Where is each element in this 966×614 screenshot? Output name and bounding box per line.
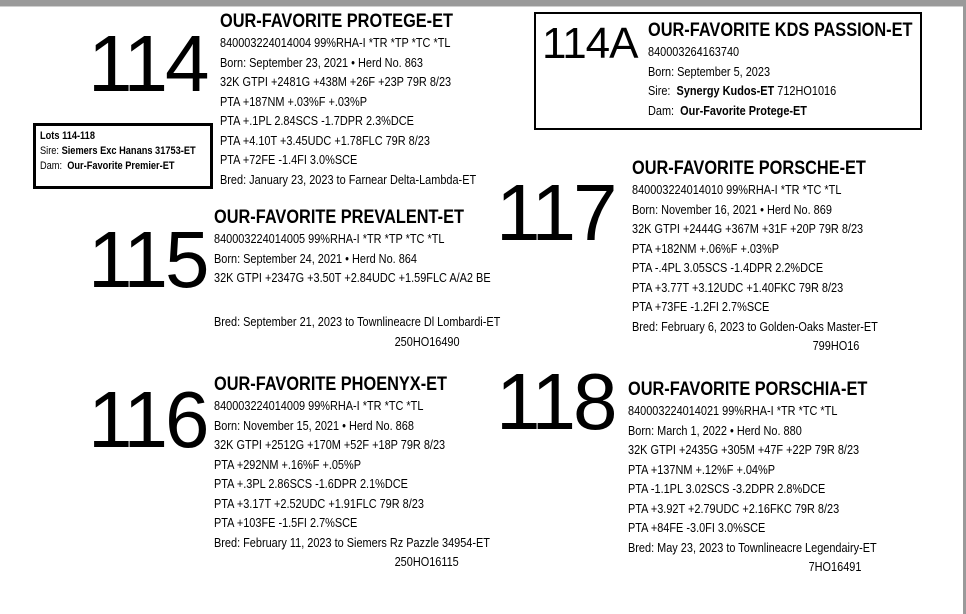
lot-117-line: Bred: February 6, 2023 to Golden-Oaks Master-ET [632,318,878,334]
lot-114-name: OUR-FAVORITE PROTEGE-ET [220,11,454,32]
lot-114a-dam [648,101,906,121]
lot-114a-born: Born: September 5, 2023 [648,63,771,79]
sire-label: Sire: [40,145,60,157]
lot-114a-dam-name: Our-Favorite Protege-ET [680,102,807,118]
lot-number-114a: 114A [542,19,638,68]
lot-116-line: PTA +3.17T +2.52UDC +1.91FLC 79R 8/23 [214,495,424,511]
dam-label: Dam: [40,160,63,172]
lot-118-entry [628,379,924,577]
lot-number-117: 117 [496,168,615,257]
lot-114a-sire-name: Synergy Kudos-ET [676,83,775,98]
lots-sire-name: Siemers Exc Hanans 31753-ET [61,145,196,157]
lot-118-line: PTA +3.92T +2.79UDC +2.16FKC 79R 8/23 [628,500,840,516]
lot-114a-name: OUR-FAVORITE KDS PASSION-ET [648,20,913,41]
lot-116-line: 840003224014009 99%RHA-I *TR *TC *TL [214,398,424,413]
lot-114a-sire [648,81,906,101]
lots-range-title: Lots 114-118 [40,130,95,142]
lot-115-name: OUR-FAVORITE PREVALENT-ET [214,207,464,228]
lots-dam-line [40,159,186,174]
lot-117-line: PTA +182NM +.06%F +.03%P [632,240,779,256]
lot-116-line: Born: November 15, 2021 • Herd No. 868 [214,417,414,433]
top-border-shadow [0,6,966,7]
lots-sire-line [40,144,196,159]
lot-117-line: 32K GTPI +2444G +367M +31F +20P 79R 8/23 [632,221,864,236]
lot-114-line: PTA +.1PL 2.84SCS -1.7DPR 2.3%DCE [220,113,414,128]
lot-118-code: 7HO16491 [808,559,862,574]
lot-114-line: 840003224014004 99%RHA-I *TR *TP *TC *TL [220,35,451,50]
lot-117-line: Born: November 16, 2021 • Herd No. 869 [632,201,832,217]
lot-117-line: PTA +3.77T +3.12UDC +1.40FKC 79R 8/23 [632,279,844,295]
lot-116-line: PTA +.3PL 2.86SCS -1.6DPR 2.1%DCE [214,476,408,491]
lot-114a-entry [648,20,956,120]
lot-118-line: 32K GTPI +2435G +305M +47F +22P 79R 8/23 [628,442,860,457]
lot-number-114: 114 [88,19,207,108]
lot-115-entry [214,207,543,288]
lot-116-code: 250HO16115 [394,554,459,569]
lot-115-bred-block [214,312,555,351]
lot-114-line: PTA +72FE -1.4FI 3.0%SCE [220,152,358,167]
lot-number-116: 116 [88,375,207,464]
lot-116-line: 32K GTPI +2512G +170M +52F +18P 79R 8/23 [214,437,446,452]
lot-117-code: 799HO16 [812,338,860,353]
lot-118-line: Bred: May 23, 2023 to Townlineacre Legendairy-ET [628,539,877,555]
lot-117-entry [632,158,925,356]
sire-label: Sire: [648,83,671,98]
lot-114a-id: 840003264163740 [648,44,740,59]
lot-114-line: 32K GTPI +2481G +438M +26F +23P 79R 8/23 [220,74,452,89]
lots-sire-dam-box [33,123,213,189]
lot-118-line: Born: March 1, 2022 • Herd No. 880 [628,422,802,438]
lot-117-line: 840003224014010 99%RHA-I *TR *TC *TL [632,182,842,197]
lot-116-line: Bred: February 11, 2023 to Siemers Rz Pazzle 34954-ET [214,534,490,550]
lot-117-name: OUR-FAVORITE PORSCHE-ET [632,158,866,179]
lot-118-line: PTA +137NM +.12%F +.04%P [628,461,775,477]
lot-118-line: PTA -1.1PL 3.02SCS -3.2DPR 2.8%DCE [628,481,826,496]
lot-114-line: Born: September 23, 2021 • Herd No. 863 [220,54,423,70]
lot-number-118: 118 [496,357,615,446]
lot-116-line: PTA +292NM +.16%F +.05%P [214,456,361,472]
lot-118-line: 840003224014021 99%RHA-I *TR *TC *TL [628,403,838,418]
lot-114-line: Bred: January 23, 2023 to Farnear Delta-Lambda-ET [220,171,477,187]
lot-117-line: PTA +73FE -1.2FI 2.7%SCE [632,299,770,314]
lot-115-code: 250HO16490 [394,333,460,349]
lot-115-line: 32K GTPI +2347G +3.50T +2.84UDC +1.59FLC A/A2 BE [214,270,491,285]
lot-114-line: PTA +4.10T +3.45UDC +1.78FLC 79R 8/23 [220,132,430,148]
lot-number-115: 115 [88,215,207,304]
lot-115-line: 840003224014005 99%RHA-I *TR *TP *TC *TL [214,231,445,246]
lot-114-entry [220,11,525,189]
lot-116-entry [214,374,543,572]
lot-117-line: PTA -.4PL 3.05SCS -1.4DPR 2.2%DCE [632,260,824,275]
lot-118-name: OUR-FAVORITE PORSCHIA-ET [628,379,868,400]
lot-115-bred: Bred: September 21, 2023 to Townlineacre Dl Lombardi-ET [214,314,501,329]
lot-114a-sire-code: 712HO1016 [777,83,837,98]
lot-118-line: PTA +84FE -3.0FI 3.0%SCE [628,520,766,535]
lot-114-line: PTA +187NM +.03%F +.03%P [220,93,367,109]
dam-label: Dam: [648,102,675,118]
lot-116-name: OUR-FAVORITE PHOENYX-ET [214,374,448,395]
lot-116-line: PTA +103FE -1.5FI 2.7%SCE [214,515,358,530]
lots-dam-name: Our-Favorite Premier-ET [67,160,175,172]
lot-115-line: Born: September 24, 2021 • Herd No. 864 [214,250,417,266]
